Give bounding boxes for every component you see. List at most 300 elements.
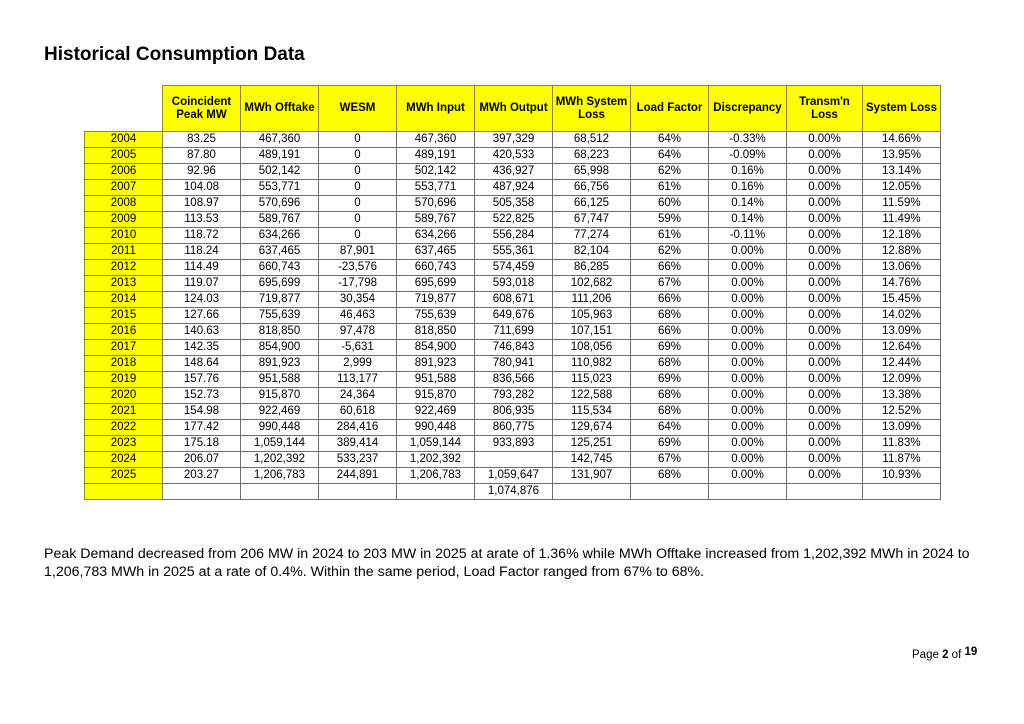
table-row [85,324,941,340]
table-cell: 102,682 [553,276,631,292]
table-cell: 854,900 [397,340,475,356]
table-cell: -0.09% [709,148,787,164]
year-cell: 2023 [85,436,163,452]
table-cell: 14.76% [863,276,941,292]
table-cell: 746,843 [475,340,553,356]
table-cell: 0.00% [709,324,787,340]
table-cell: 0 [319,148,397,164]
table-cell: 66% [631,324,709,340]
table-cell: 608,671 [475,292,553,308]
year-cell: 2016 [85,324,163,340]
table-cell: 1,059,144 [397,436,475,452]
table-cell: 11.87% [863,452,941,468]
table-cell: 933,893 [475,436,553,452]
table-cell: 389,414 [319,436,397,452]
column-header [787,86,863,132]
table-cell: 66,756 [553,180,631,196]
table-cell: 46,463 [319,308,397,324]
year-cell: 2018 [85,356,163,372]
table-cell: 990,448 [241,420,319,436]
table-cell: 119.07 [163,276,241,292]
table-cell: 108,056 [553,340,631,356]
table-cell: 0.00% [787,260,863,276]
table-cell: 0.00% [787,372,863,388]
table-cell: 0.00% [787,212,863,228]
table-cell: 127.66 [163,308,241,324]
table-cell: 502,142 [241,164,319,180]
table-cell: 87.80 [163,148,241,164]
table-cell: 593,018 [475,276,553,292]
table-cell: 122,588 [553,388,631,404]
table-cell: 0 [319,196,397,212]
table-cell: 64% [631,148,709,164]
table-cell: 502,142 [397,164,475,180]
table-cell [631,484,709,500]
table-cell: 206.07 [163,452,241,468]
table-row [85,260,941,276]
table-cell: 649,676 [475,308,553,324]
table-row [85,292,941,308]
year-cell: 2005 [85,148,163,164]
table-cell: 1,059,647 [475,468,553,484]
table-cell: 1,202,392 [397,452,475,468]
year-cell: 2020 [85,388,163,404]
table-cell: 203.27 [163,468,241,484]
table-cell: 951,588 [397,372,475,388]
year-cell: 2004 [85,132,163,148]
table-row [85,196,941,212]
table-cell: 105,963 [553,308,631,324]
table-cell: 589,767 [397,212,475,228]
table-cell: 113,177 [319,372,397,388]
table-cell: 0.00% [709,340,787,356]
table-cell: 711,699 [475,324,553,340]
table-cell: 13.09% [863,324,941,340]
table-cell: 0.00% [787,388,863,404]
table-cell: 695,699 [241,276,319,292]
table-cell: 0 [319,228,397,244]
table-cell: 12.44% [863,356,941,372]
table-cell: 12.05% [863,180,941,196]
column-header-line1: WESM [339,102,376,114]
table-cell [553,484,631,500]
table-cell: 12.09% [863,372,941,388]
table-cell: 118.24 [163,244,241,260]
table-cell: 860,775 [475,420,553,436]
table-cell: 589,767 [241,212,319,228]
table-cell: 12.52% [863,404,941,420]
table-cell: 115,023 [553,372,631,388]
table-cell: 0.00% [709,436,787,452]
table-cell: 12.18% [863,228,941,244]
column-header-line1: MWh Output [479,102,548,114]
table-cell: 67% [631,452,709,468]
year-cell: 2014 [85,292,163,308]
table-cell: 13.14% [863,164,941,180]
table-cell: 142,745 [553,452,631,468]
table-cell: 67,747 [553,212,631,228]
table-cell: 436,927 [475,164,553,180]
table-row [85,164,941,180]
table-cell: 125,251 [553,436,631,452]
table-cell: 104.08 [163,180,241,196]
table-cell: 13.95% [863,148,941,164]
page-word: Page [912,649,939,661]
table-cell: 62% [631,164,709,180]
table-cell: 522,825 [475,212,553,228]
table-cell: 177.42 [163,420,241,436]
table-row [85,212,941,228]
table-cell: 0 [319,212,397,228]
table-cell: 660,743 [241,260,319,276]
table-cell: 637,465 [241,244,319,260]
table-cell: 695,699 [397,276,475,292]
table-row [85,132,941,148]
table-cell: 77,274 [553,228,631,244]
table-cell: 922,469 [397,404,475,420]
table-cell: 0.00% [709,468,787,484]
table-row [85,436,941,452]
table-cell: 0.00% [787,132,863,148]
table-cell: 553,771 [397,180,475,196]
table-cell: 0.00% [787,244,863,260]
table-cell: 66,125 [553,196,631,212]
table-cell: 467,360 [397,132,475,148]
table-row [85,244,941,260]
table-cell: 154.98 [163,404,241,420]
table-cell: 555,361 [475,244,553,260]
table-row [85,340,941,356]
table-cell: 0.00% [709,276,787,292]
table-cell: 87,901 [319,244,397,260]
table-row [85,308,941,324]
table-cell: 990,448 [397,420,475,436]
year-cell: 2008 [85,196,163,212]
table-cell: 634,266 [241,228,319,244]
table-cell: 66% [631,260,709,276]
table-cell: 124.03 [163,292,241,308]
table-cell: 111,206 [553,292,631,308]
year-cell: 2021 [85,404,163,420]
column-header [397,86,475,132]
table-cell: 397,329 [475,132,553,148]
table-cell: 951,588 [241,372,319,388]
table-cell: 142.35 [163,340,241,356]
table-cell: 0.00% [787,340,863,356]
column-header-line1: Transm'n [799,95,850,108]
table-cell: 13.06% [863,260,941,276]
table-cell: 0 [319,164,397,180]
table-cell: 118.72 [163,228,241,244]
table-cell: 113.53 [163,212,241,228]
table-cell: 61% [631,228,709,244]
table-cell: 30,354 [319,292,397,308]
table-cell: 86,285 [553,260,631,276]
table-cell: 114.49 [163,260,241,276]
column-header-line1: MWh System [555,95,628,108]
year-cell: 2012 [85,260,163,276]
table-cell: 244,891 [319,468,397,484]
table-cell: 0.00% [787,196,863,212]
table-cell [163,484,241,500]
table-cell: 60,618 [319,404,397,420]
table-cell: 1,206,783 [397,468,475,484]
table-cell: 2,999 [319,356,397,372]
table-row [85,356,941,372]
table-cell: 0.00% [787,148,863,164]
table-cell: 836,566 [475,372,553,388]
table-cell [709,484,787,500]
table-cell: 467,360 [241,132,319,148]
table-cell: 15.45% [863,292,941,308]
column-header [863,86,941,132]
table-cell: 0.00% [709,244,787,260]
year-cell: 2011 [85,244,163,260]
table-cell: 922,469 [241,404,319,420]
table-row [85,388,941,404]
table-cell: 69% [631,340,709,356]
table-cell: 13.38% [863,388,941,404]
table-cell: 755,639 [397,308,475,324]
table-cell: 107,151 [553,324,631,340]
table-cell: 570,696 [241,196,319,212]
year-cell: 2022 [85,420,163,436]
table-cell: -0.33% [709,132,787,148]
table-cell: 806,935 [475,404,553,420]
year-cell [85,484,163,500]
table-row [85,420,941,436]
total-pages: 19 [964,646,978,658]
column-header-line1: Coincident [171,95,232,108]
table-cell: 0.00% [709,356,787,372]
table-cell: 1,074,876 [475,484,553,500]
table-cell: 0.00% [787,276,863,292]
table-cell: 10.93% [863,468,941,484]
page-title: Historical Consumption Data [44,44,305,65]
table-cell: 13.09% [863,420,941,436]
column-header-line2: Loss [578,108,605,121]
table-cell: 755,639 [241,308,319,324]
table-cell: 12.64% [863,340,941,356]
table-row [85,228,941,244]
table-cell: 891,923 [241,356,319,372]
column-header [163,86,241,132]
table-cell: 1,059,144 [241,436,319,452]
table-cell: 65,998 [553,164,631,180]
table-cell: 284,416 [319,420,397,436]
table-cell: 0 [319,132,397,148]
table-row [85,372,941,388]
table-cell: 505,358 [475,196,553,212]
table-cell: 64% [631,132,709,148]
table-cell: 780,941 [475,356,553,372]
table-cell: 11.83% [863,436,941,452]
table-cell: 915,870 [397,388,475,404]
table-cell: 489,191 [241,148,319,164]
table-cell: -5,631 [319,340,397,356]
year-cell: 2007 [85,180,163,196]
table-cell: 108.97 [163,196,241,212]
table-row [85,484,941,500]
table-cell: -17,798 [319,276,397,292]
year-cell: 2025 [85,468,163,484]
table-cell: 0.00% [709,260,787,276]
table-cell: 0.00% [787,452,863,468]
table-cell: 62% [631,244,709,260]
table-cell: 14.02% [863,308,941,324]
table-cell: 110,982 [553,356,631,372]
table-cell: 0.14% [709,196,787,212]
column-header-line1: System Loss [866,102,937,114]
table-cell: 420,533 [475,148,553,164]
table-cell: 64% [631,420,709,436]
column-header-line2: Peak MW [176,108,227,121]
table-body [85,132,941,500]
table-cell: -23,576 [319,260,397,276]
of-word: of [951,649,962,661]
table-row [85,148,941,164]
table-cell [475,452,553,468]
table-cell: 60% [631,196,709,212]
table-cell: 854,900 [241,340,319,356]
table-cell: 82,104 [553,244,631,260]
table-cell: 68,223 [553,148,631,164]
table-cell: 131,907 [553,468,631,484]
table-cell: 0.00% [709,404,787,420]
table-cell: 0.00% [787,356,863,372]
column-header-line1: Load Factor [636,102,703,114]
table-cell: 0.00% [787,292,863,308]
column-header [553,86,631,132]
table-cell: 891,923 [397,356,475,372]
table-cell: 0.00% [787,436,863,452]
table-cell: 68% [631,388,709,404]
table-cell: 1,202,392 [241,452,319,468]
table-cell: 11.49% [863,212,941,228]
table-cell: 12.88% [863,244,941,260]
table-cell [787,484,863,500]
table-row [85,468,941,484]
table-cell: 0.00% [787,308,863,324]
header-blank-cell [85,86,163,132]
table-cell: 0.00% [787,324,863,340]
table-cell: 0.00% [709,308,787,324]
table-cell: 637,465 [397,244,475,260]
table-cell [863,484,941,500]
table-cell: 0.00% [787,468,863,484]
page-footer [912,646,977,661]
table-cell: 0 [319,180,397,196]
table-cell: 68% [631,404,709,420]
column-header [631,86,709,132]
table-cell: 0.00% [709,372,787,388]
column-header-line1: Discrepancy [713,102,782,114]
table-cell: 0.00% [787,404,863,420]
table-cell: 69% [631,436,709,452]
table-cell: 0.00% [787,228,863,244]
column-header [319,86,397,132]
column-header [475,86,553,132]
table-cell: 148.64 [163,356,241,372]
table-cell: 574,459 [475,260,553,276]
table-cell: 66% [631,292,709,308]
table-cell: 68% [631,468,709,484]
column-header [241,86,319,132]
year-cell: 2010 [85,228,163,244]
historical-consumption-table [84,85,941,500]
table-cell: 115,534 [553,404,631,420]
table-cell: 719,877 [397,292,475,308]
table-cell: 1,206,783 [241,468,319,484]
table-cell: 489,191 [397,148,475,164]
year-cell: 2013 [85,276,163,292]
table-cell [397,484,475,500]
table-cell: 175.18 [163,436,241,452]
table-cell: 553,771 [241,180,319,196]
column-header-line2: Loss [811,108,838,121]
table-cell: 68% [631,308,709,324]
table-cell: 67% [631,276,709,292]
table-cell: 129,674 [553,420,631,436]
table-cell: 157.76 [163,372,241,388]
table-cell: 92.96 [163,164,241,180]
year-cell: 2019 [85,372,163,388]
table-cell: 0.16% [709,164,787,180]
table-header-row [85,86,941,132]
page-number: 2 [942,649,949,661]
table-cell [319,484,397,500]
table-cell: 660,743 [397,260,475,276]
table-cell: 68% [631,356,709,372]
summary-paragraph: Peak Demand decreased from 206 MW in 2024 to 203 MW in 2025 at arate of 1.36% while MWh Offtake increased from 1,202,392 MWh in 2024 to 1,206,783 MWh in 2025 at a rate of 0.4%. Within the same period, Load Factor ranged from 67% to 68%. [44,546,970,580]
table-cell: 61% [631,180,709,196]
table-cell: 719,877 [241,292,319,308]
table-row [85,404,941,420]
table-cell: 634,266 [397,228,475,244]
column-header [709,86,787,132]
table-cell: 915,870 [241,388,319,404]
year-cell: 2017 [85,340,163,356]
table-cell: 0.00% [709,292,787,308]
table-cell: 83.25 [163,132,241,148]
table-cell: 0.00% [709,452,787,468]
column-header-line1: MWh Input [406,102,465,114]
table-cell: 487,924 [475,180,553,196]
table-cell: 0.00% [709,388,787,404]
table-cell: 570,696 [397,196,475,212]
table-cell [241,484,319,500]
table-cell: 68,512 [553,132,631,148]
table-cell: 0.14% [709,212,787,228]
table-cell: 0.00% [709,420,787,436]
table-cell: 152.73 [163,388,241,404]
table-cell: 14.66% [863,132,941,148]
table-cell: 59% [631,212,709,228]
table-cell: 24,364 [319,388,397,404]
year-cell: 2024 [85,452,163,468]
table-cell: 793,282 [475,388,553,404]
table-cell: 0.00% [787,164,863,180]
table-cell: 0.00% [787,180,863,196]
table-cell: 11.59% [863,196,941,212]
year-cell: 2015 [85,308,163,324]
table-cell: 69% [631,372,709,388]
table-row [85,276,941,292]
table-cell: 556,284 [475,228,553,244]
table-row [85,452,941,468]
column-header-line1: MWh Offtake [244,102,315,114]
table-cell: 97,478 [319,324,397,340]
